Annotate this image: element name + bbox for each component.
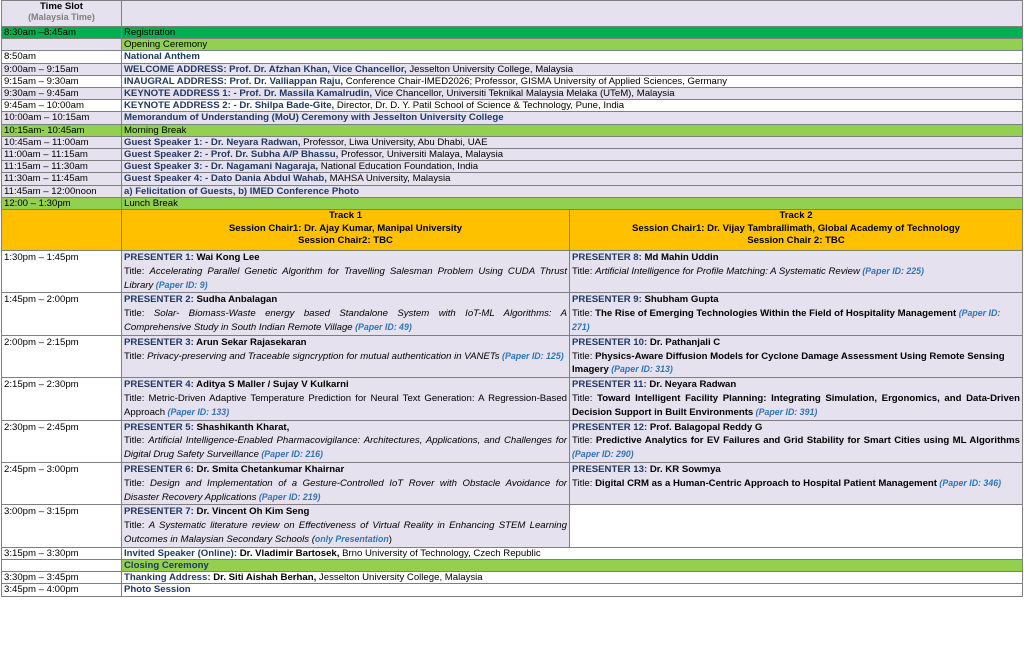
presenter-cell: PRESENTER 5: Shashikanth Kharat, Title: Artificial Intelligence-Enabled Pharmacovigilance: Architectures, Applications, and Challenges for Digital Drug Safety Surveillance (Paper ID: 216) xyxy=(122,420,570,462)
presenter-cell: PRESENTER 1: Wai Kong Lee Title: Accelerating Parallel Genetic Algorithm for Travelling Salesman Problem Using CUDA Thrust Library (Paper ID: 9) xyxy=(122,251,570,293)
presenter-cell: PRESENTER 4: Aditya S Maller / Sujay V Kulkarni Title: Metric-Driven Adaptive Temperature Prediction for Neural Text Generation: A Regression-Based Approach (Paper ID: 133) xyxy=(122,378,570,420)
session-row: 2:45pm – 3:00pm PRESENTER 6: Dr. Smita Chetankumar Khairnar Title: Design and Implementation of a Gesture-Controlled IoT Rover with Obstacle Avoidance for Disaster Recovery Applications (Paper ID: 219) PRESENTER 13: Dr. KR Sowmya Title: Digital CRM as a Human-Centric Approach to Hospital Patient Management (Paper ID: 346) xyxy=(2,463,1023,505)
schedule-row: 8:50am National Anthem xyxy=(2,51,1023,63)
presenter-cell: PRESENTER 7: Dr. Vincent Oh Kim Seng Title: A Systematic literature review on Effectiveness of Virtual Reality in Enhancing STEM Learning Outcomes in Malaysian Secondary Schools (only Presentation) xyxy=(122,505,570,547)
schedule-row: Closing Ceremony xyxy=(2,559,1023,571)
schedule-row: 3:45pm – 4:00pm Photo Session xyxy=(2,584,1023,596)
schedule-row: 11:15am – 11:30am Guest Speaker 3: - Dr. Nagamani Nagaraja, National Education Foundation, India xyxy=(2,161,1023,173)
schedule-row: 9:30am – 9:45am KEYNOTE ADDRESS 1: - Prof. Dr. Massila Kamalrudin, Vice Chancellor, Universiti Teknikal Malaysia Melaka (UTeM), Malaysia xyxy=(2,88,1023,100)
track1-header: Track 1 Session Chair1: Dr. Ajay Kumar, Manipal University Session Chair2: TBC xyxy=(122,210,570,251)
session-row: 3:00pm – 3:15pm PRESENTER 7: Dr. Vincent Oh Kim Seng Title: A Systematic literature review on Effectiveness of Virtual Reality in Enhancing STEM Learning Outcomes in Malaysian Secondary Schools (only Presentation) xyxy=(2,505,1023,547)
presenter-cell: PRESENTER 12: Prof. Balagopal Reddy G Title: Predictive Analytics for EV Failures and Grid Stability for Smart Cities using ML Algorithms (Paper ID: 290) xyxy=(570,420,1023,462)
schedule-row: 11:30am – 11:45am Guest Speaker 4: - Dato Dania Abdul Wahab, MAHSA University, Malaysia xyxy=(2,173,1023,185)
schedule-row: 12:00 – 1:30pm Lunch Break xyxy=(2,197,1023,209)
schedule-row: 9:00am – 9:15am WELCOME ADDRESS: Prof. Dr. Afzhan Khan, Vice Chancellor, Jesselton University College, Malaysia xyxy=(2,63,1023,75)
schedule-row: 10:15am- 10:45am Morning Break xyxy=(2,124,1023,136)
schedule-row: 11:45am – 12:00noon a) Felicitation of Guests, b) IMED Conference Photo xyxy=(2,185,1023,197)
time-slot-header: Time Slot (Malaysia Time) xyxy=(2,1,122,27)
presenter-cell: PRESENTER 10: Dr. Pathanjali C Title: Physics-Aware Diffusion Models for Cyclone Damage Assessment Using Remote Sensing Imagery (Paper ID: 313) xyxy=(570,335,1023,377)
conference-schedule-table xyxy=(1,0,1023,597)
schedule-row: 8:30am –8:45am Registration xyxy=(2,27,1023,39)
track2-header: Track 2 Session Chair1: Dr. Vijay Tambrallimath, Global Academy of Technology Session Chair 2: TBC xyxy=(570,210,1023,251)
presenter-cell: PRESENTER 8: Md Mahin Uddin Title: Artificial Intelligence for Profile Matching: A Systematic Review (Paper ID: 225) xyxy=(570,251,1023,293)
presenter-cell: PRESENTER 6: Dr. Smita Chetankumar Khairnar Title: Design and Implementation of a Gesture-Controlled IoT Rover with Obstacle Avoidance for Disaster Recovery Applications (Paper ID: 219) xyxy=(122,463,570,505)
presenter-cell: PRESENTER 9: Shubham Gupta Title: The Rise of Emerging Technologies Within the Field of Hospitality Management (Paper ID: 271) xyxy=(570,293,1023,335)
schedule-row: 9:15am – 9:30am INAUGRAL ADDRESS: Prof. Dr. Valliappan Raju, Conference Chair-IMED2026; Professor, GISMA University of Applied Sciences, Germany xyxy=(2,75,1023,87)
presenter-cell: PRESENTER 3: Arun Sekar Rajasekaran Title: Privacy-preserving and Traceable signcryption for mutual authentication in VANETs (Paper ID: 125) xyxy=(122,335,570,377)
presenter-cell: PRESENTER 2: Sudha Anbalagan Title: Solar- Biomass-Waste energy based Standalone System with IoT-ML Algorithms: A Comprehensive Study in South Indian Remote Village (Paper ID: 49) xyxy=(122,293,570,335)
session-row: 2:15pm – 2:30pm PRESENTER 4: Aditya S Maller / Sujay V Kulkarni Title: Metric-Driven Adaptive Temperature Prediction for Neural Text Generation: A Regression-Based Approach (Paper ID: 133) PRESENTER 11: Dr. Neyara Radwan Title: Toward Intelligent Facility Planning: Integrating Simulation, Ergonomics, and Data-Driven Decision Support in Built Environments (Paper ID: 391) xyxy=(2,378,1023,420)
header-row xyxy=(2,1,1023,27)
session-row: 1:30pm – 1:45pm PRESENTER 1: Wai Kong Lee Title: Accelerating Parallel Genetic Algorithm for Travelling Salesman Problem Using CUDA Thrust Library (Paper ID: 9) PRESENTER 8: Md Mahin Uddin Title: Artificial Intelligence for Profile Matching: A Systematic Review (Paper ID: 225) xyxy=(2,251,1023,293)
schedule-row: 3:15pm – 3:30pm Invited Speaker (Online): Dr. Vladimir Bartosek, Brno University of Technology, Czech Republic xyxy=(2,547,1023,559)
schedule-row: Opening Ceremony xyxy=(2,39,1023,51)
presenter-cell: PRESENTER 11: Dr. Neyara Radwan Title: Toward Intelligent Facility Planning: Integrating Simulation, Ergonomics, and Data-Driven Decision Support in Built Environments (Paper ID: 391) xyxy=(570,378,1023,420)
session-row: 2:30pm – 2:45pm PRESENTER 5: Shashikanth Kharat, Title: Artificial Intelligence-Enabled Pharmacovigilance: Architectures, Applications, and Challenges for Digital Drug Safety Surveillance (Paper ID: 216) PRESENTER 12: Prof. Balagopal Reddy G Title: Predictive Analytics for EV Failures and Grid Stability for Smart Cities using ML Algorithms (Paper ID: 290) xyxy=(2,420,1023,462)
schedule-row: 11:00am – 11:15am Guest Speaker 2: - Prof. Dr. Subha A/P Bhassu, Professor, Universiti Malaya, Malaysia xyxy=(2,149,1023,161)
schedule-row: 3:30pm – 3:45pm Thanking Address: Dr. Siti Aishah Berhan, Jesselton University College, Malaysia xyxy=(2,572,1023,584)
presenter-cell: PRESENTER 13: Dr. KR Sowmya Title: Digital CRM as a Human-Centric Approach to Hospital Patient Management (Paper ID: 346) xyxy=(570,463,1023,505)
schedule-row: 10:45am – 11:00am Guest Speaker 1: - Dr. Neyara Radwan, Professor, Liwa University, Abu Dhabi, UAE xyxy=(2,136,1023,148)
tracks-header-row xyxy=(2,210,1023,251)
schedule-row: 9:45am – 10:00am KEYNOTE ADDRESS 2: - Dr. Shilpa Bade-Gite, Director, Dr. D. Y. Patil School of Science & Technology, Pune, India xyxy=(2,100,1023,112)
schedule-row: 10:00am – 10:15am Memorandum of Understanding (MoU) Ceremony with Jesselton University College xyxy=(2,112,1023,124)
session-row: 2:00pm – 2:15pm PRESENTER 3: Arun Sekar Rajasekaran Title: Privacy-preserving and Traceable signcryption for mutual authentication in VANETs (Paper ID: 125) PRESENTER 10: Dr. Pathanjali C Title: Physics-Aware Diffusion Models for Cyclone Damage Assessment Using Remote Sensing Imagery (Paper ID: 313) xyxy=(2,335,1023,377)
session-row: 1:45pm – 2:00pm PRESENTER 2: Sudha Anbalagan Title: Solar- Biomass-Waste energy based Standalone System with IoT-ML Algorithms: A Comprehensive Study in South Indian Remote Village (Paper ID: 49) PRESENTER 9: Shubham Gupta Title: The Rise of Emerging Technologies Within the Field of Hospitality Management (Paper ID: 271) xyxy=(2,293,1023,335)
